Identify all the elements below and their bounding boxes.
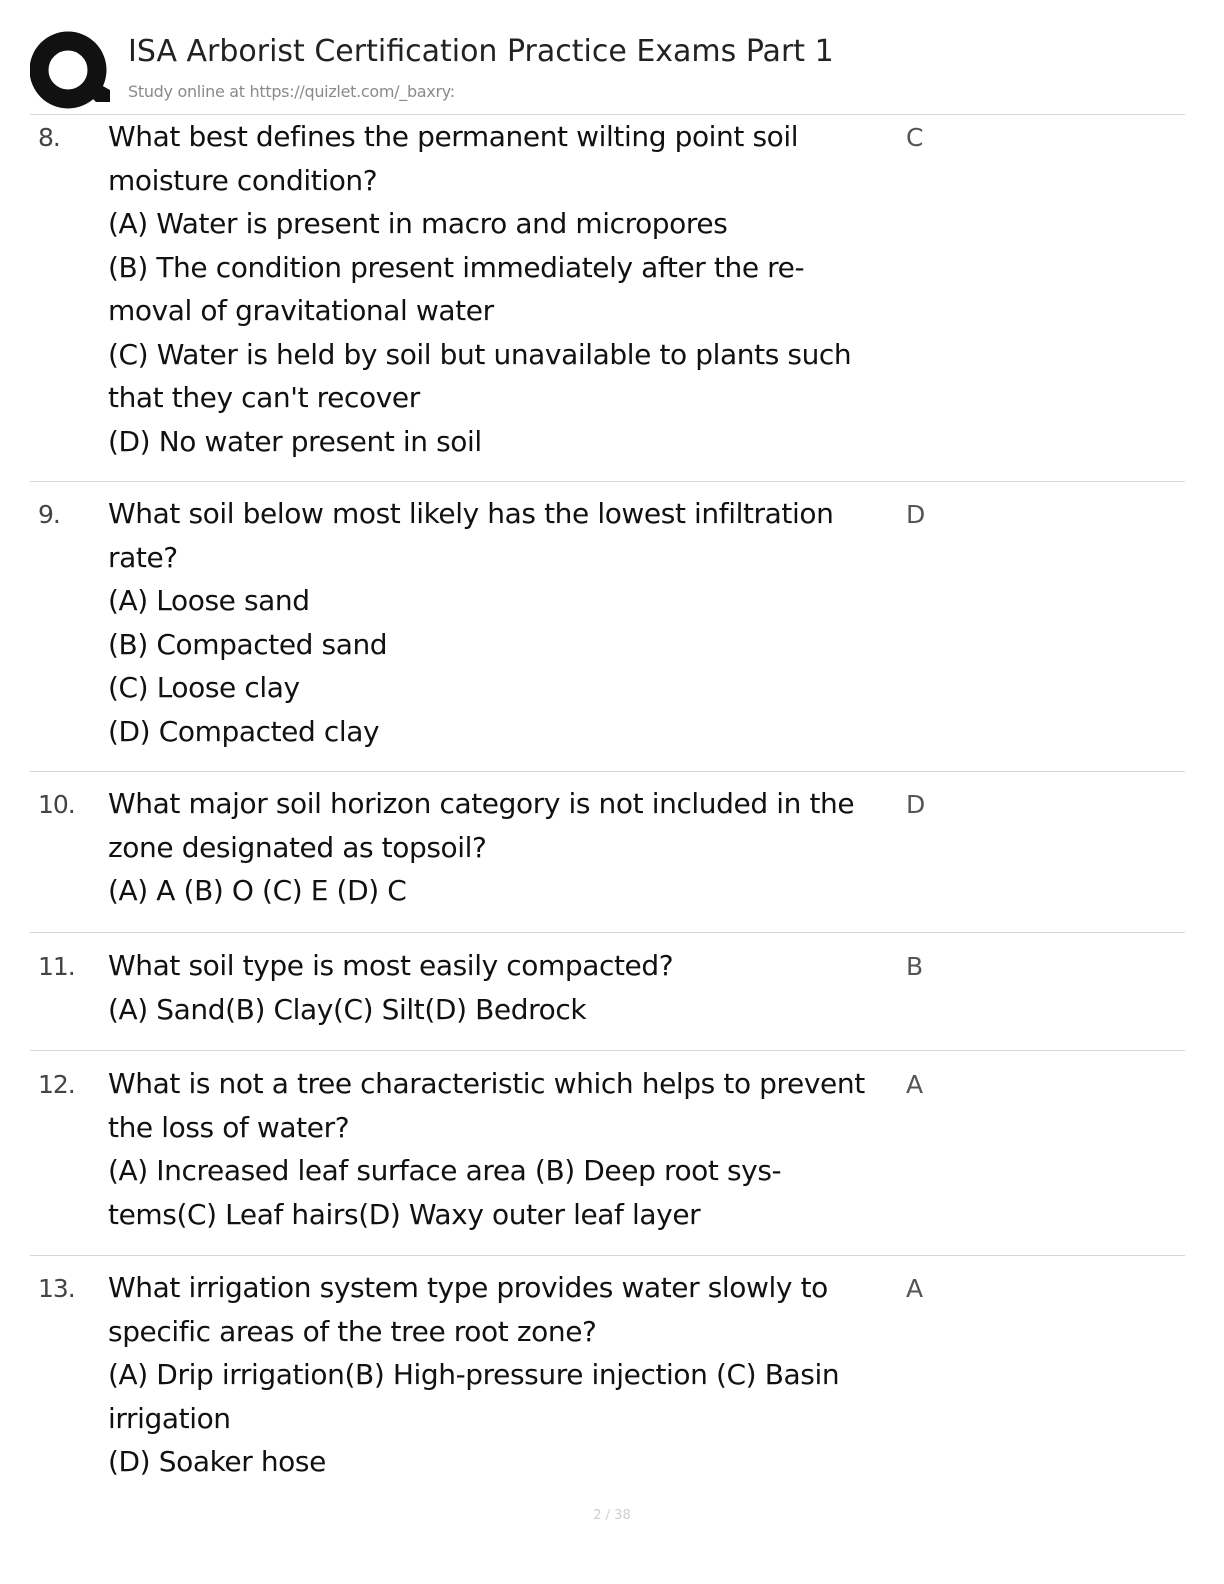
- question-number: 12.: [38, 1070, 75, 1099]
- question-line: What soil below most likely has the lowest infiltration: [108, 497, 834, 530]
- question-line: moisture condition?: [108, 163, 378, 197]
- question-text: [108, 1062, 908, 1236]
- option-line: (A) Increased leaf surface area (B) Deep root sys-: [108, 1154, 782, 1187]
- answer-text: C: [906, 123, 924, 152]
- question-block-13: [30, 1266, 1185, 1496]
- question-line: What irrigation system type provides water slowly to: [108, 1271, 828, 1304]
- page-number: 2 / 38: [593, 1508, 631, 1523]
- question-line: the loss of water?: [108, 1110, 350, 1144]
- question-line: zone designated as topsoil?: [108, 830, 487, 864]
- answer-text: A: [906, 1274, 924, 1303]
- option-line: (A) A (B) O (C) E (D) C: [108, 874, 407, 907]
- option-line: (A) Water is present in macro and micropores: [108, 207, 728, 240]
- answer-text: B: [906, 952, 924, 981]
- option-line: (A) Sand(B) Clay(C) Silt(D) Bedrock: [108, 992, 587, 1026]
- option-line: moval of gravitational water: [108, 294, 494, 327]
- question-line: rate?: [108, 540, 178, 574]
- question-text: [108, 492, 908, 753]
- option-line: (C) Water is held by soil but unavailable to plants such: [108, 337, 852, 371]
- question-line: What best defines the permanent wilting point soil: [108, 120, 799, 153]
- option-line: (B) Compacted sand: [108, 627, 388, 661]
- answer-text: A: [906, 1070, 924, 1099]
- question-line: What is not a tree characteristic which helps to prevent: [108, 1067, 865, 1100]
- answer-text: D: [906, 500, 926, 529]
- option-line: (C) Loose clay: [108, 671, 300, 704]
- question-text: [108, 1266, 908, 1484]
- answer-text: D: [906, 790, 926, 819]
- page-header: [30, 28, 1185, 115]
- question-block-9: [30, 492, 1185, 772]
- question-text: [108, 944, 908, 1031]
- question-number: 13.: [38, 1274, 75, 1303]
- question-text: [108, 782, 908, 913]
- option-line: (A) Loose sand: [108, 584, 310, 617]
- study-online-link[interactable]: Study online at https://quizlet.com/_baxry:: [128, 82, 455, 101]
- question-block-12: [30, 1062, 1185, 1256]
- option-line: (D) Soaker hose: [108, 1445, 326, 1478]
- question-number: 11.: [38, 952, 75, 981]
- question-number: 10.: [38, 790, 75, 819]
- question-number: 8.: [38, 123, 60, 152]
- question-block-10: [30, 782, 1185, 933]
- question-line: specific areas of the tree root zone?: [108, 1314, 597, 1348]
- question-line: What major soil horizon category is not included in the: [108, 787, 855, 820]
- question-block-11: [30, 944, 1185, 1051]
- quizlet-logo-icon: [30, 30, 110, 110]
- question-line: What soil type is most easily compacted?: [108, 949, 674, 982]
- question-text: [108, 115, 908, 463]
- option-line: irrigation: [108, 1401, 231, 1435]
- option-line: (D) No water present in soil: [108, 424, 482, 458]
- option-line: tems(C) Leaf hairs(D) Waxy outer leaf layer: [108, 1197, 701, 1231]
- option-line: (D) Compacted clay: [108, 714, 380, 748]
- question-number: 9.: [38, 500, 60, 529]
- option-line: (A) Drip irrigation(B) High-pressure injection (C) Basin: [108, 1358, 840, 1391]
- option-line: (B) The condition present immediately after the re-: [108, 250, 805, 284]
- question-block-8: [30, 115, 1185, 482]
- option-line: that they can't recover: [108, 381, 420, 414]
- document-title: ISA Arborist Certification Practice Exams Part 1: [128, 34, 834, 69]
